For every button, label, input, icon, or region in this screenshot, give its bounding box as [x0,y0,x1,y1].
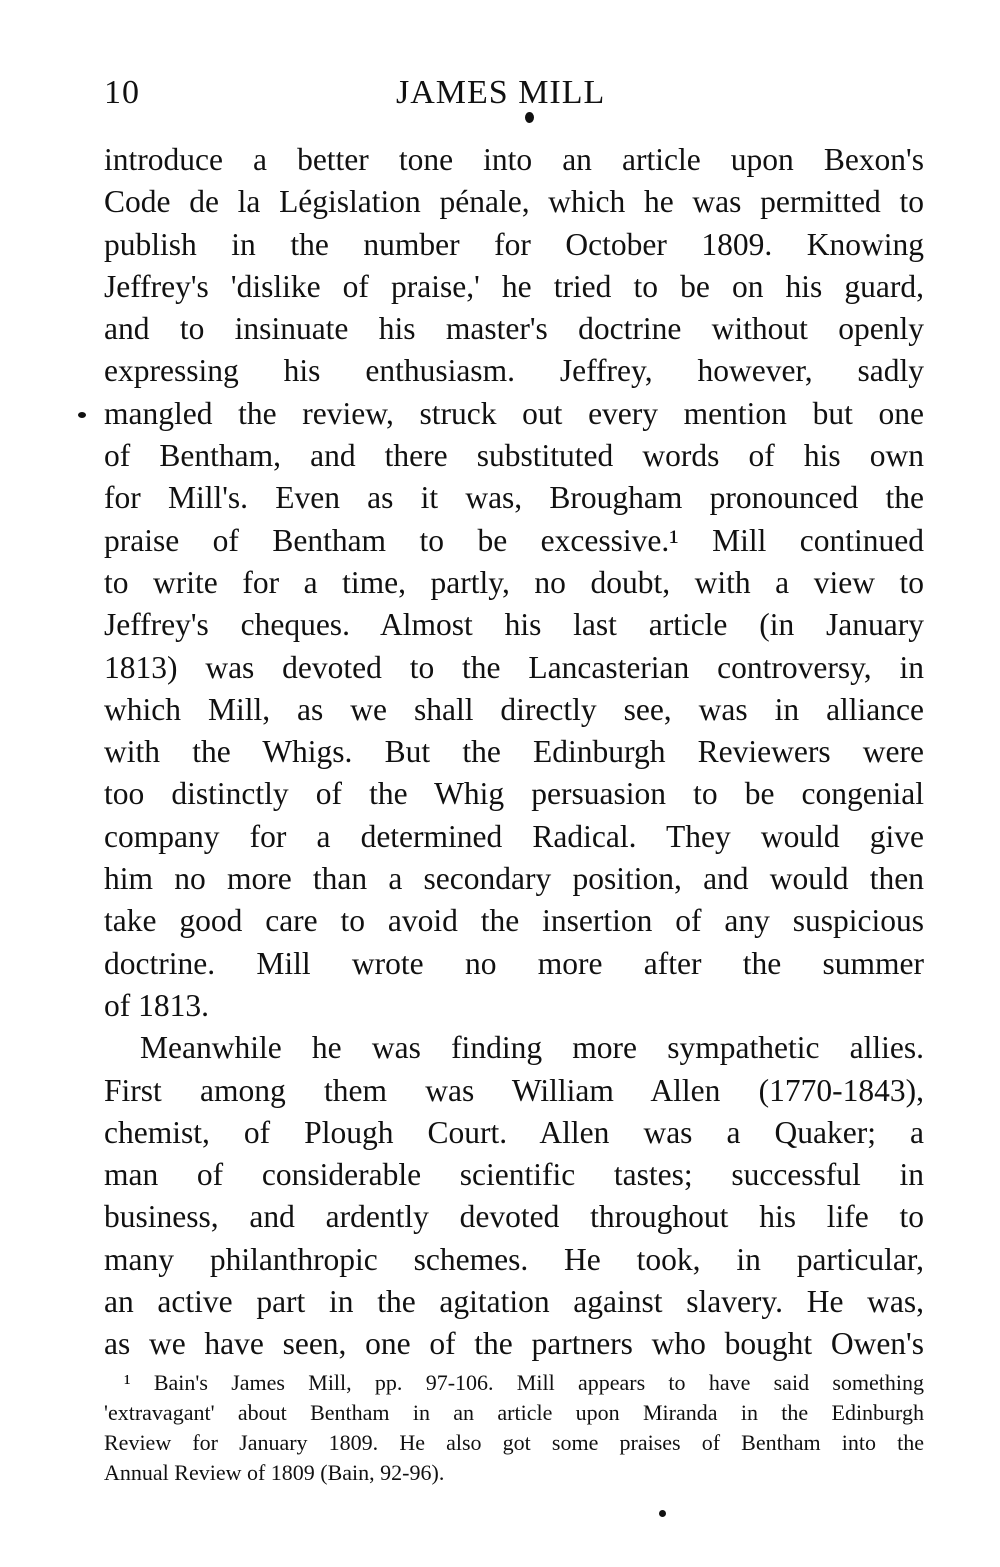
text-line: for Mill's. Even as it was, Brougham pronounced the [104,480,924,516]
footnote-line: ¹ Bain's James Mill, pp. 97-106. Mill appears to have said something [124,1370,924,1395]
text-line: doctrine. Mill wrote no more after the summer [104,945,924,981]
page-number: 10 [104,74,140,111]
text-line: business, and ardently devoted throughout his life to [104,1199,924,1235]
text-line: as we have seen, one of the partners who bought Owen's [104,1326,924,1362]
text-line: expressing his enthusiasm. Jeffrey, however, sadly [104,353,924,389]
body-text [104,139,924,1366]
text-line: too distinctly of the Whig persuasion to be congenial [104,776,924,812]
text-line: which Mill, as we shall directly see, was in alliance [104,691,924,727]
footnotes [104,1368,924,1488]
ink-dot-mark [78,412,86,418]
text-line: Code de la Législation pénale, which he was permitted to [104,184,924,220]
footnote-line: Review for January 1809. He also got some praises of Bentham into the [104,1430,924,1455]
text-line: company for a determined Radical. They would give [104,818,924,854]
running-title: JAMES MILL [396,74,606,111]
text-line: 1813) was devoted to the Lancasterian controversy, in [104,649,924,685]
text-line: praise of Bentham to be excessive.¹ Mill continued [104,522,924,558]
running-head [104,68,924,118]
text-line: of Bentham, and there substituted words of his own [104,438,924,474]
text-line: publish in the number for October 1809. Knowing [104,226,924,262]
paragraph-end-line: of 1813. [104,987,209,1023]
text-line: Jeffrey's cheques. Almost his last article (in January [104,607,924,643]
text-line: Jeffrey's 'dislike of praise,' he tried to be on his guard, [104,268,924,304]
text-line: mangled the review, struck out every mention but one [104,395,924,431]
text-line: First among them was William Allen (1770-1843), [104,1072,924,1108]
ink-dot-mark [659,1510,666,1517]
text-line: him no more than a secondary position, and would then [104,861,924,897]
text-line: man of considerable scientific tastes; successful in [104,1157,924,1193]
text-line: with the Whigs. But the Edinburgh Reviewers were [104,734,924,770]
text-line: an active part in the agitation against slavery. He was, [104,1284,924,1320]
footnote-line: 'extravagant' about Bentham in an article upon Miranda in the Edinburgh [104,1400,924,1425]
text-line: take good care to avoid the insertion of any suspicious [104,903,924,939]
paragraph-start-line: Meanwhile he was finding more sympathetic allies. [140,1030,924,1066]
text-line: introduce a better tone into an article upon Bexon's [104,142,924,177]
ink-dot-mark [525,112,534,123]
text-line: many philanthropic schemes. He took, in particular, [104,1241,924,1277]
text-line: and to insinuate his master's doctrine without openly [104,311,924,347]
footnote-line: Annual Review of 1809 (Bain, 92-96). [104,1460,445,1485]
text-line: to write for a time, partly, no doubt, with a view to [104,564,924,600]
text-line: chemist, of Plough Court. Allen was a Quaker; a [104,1114,924,1150]
